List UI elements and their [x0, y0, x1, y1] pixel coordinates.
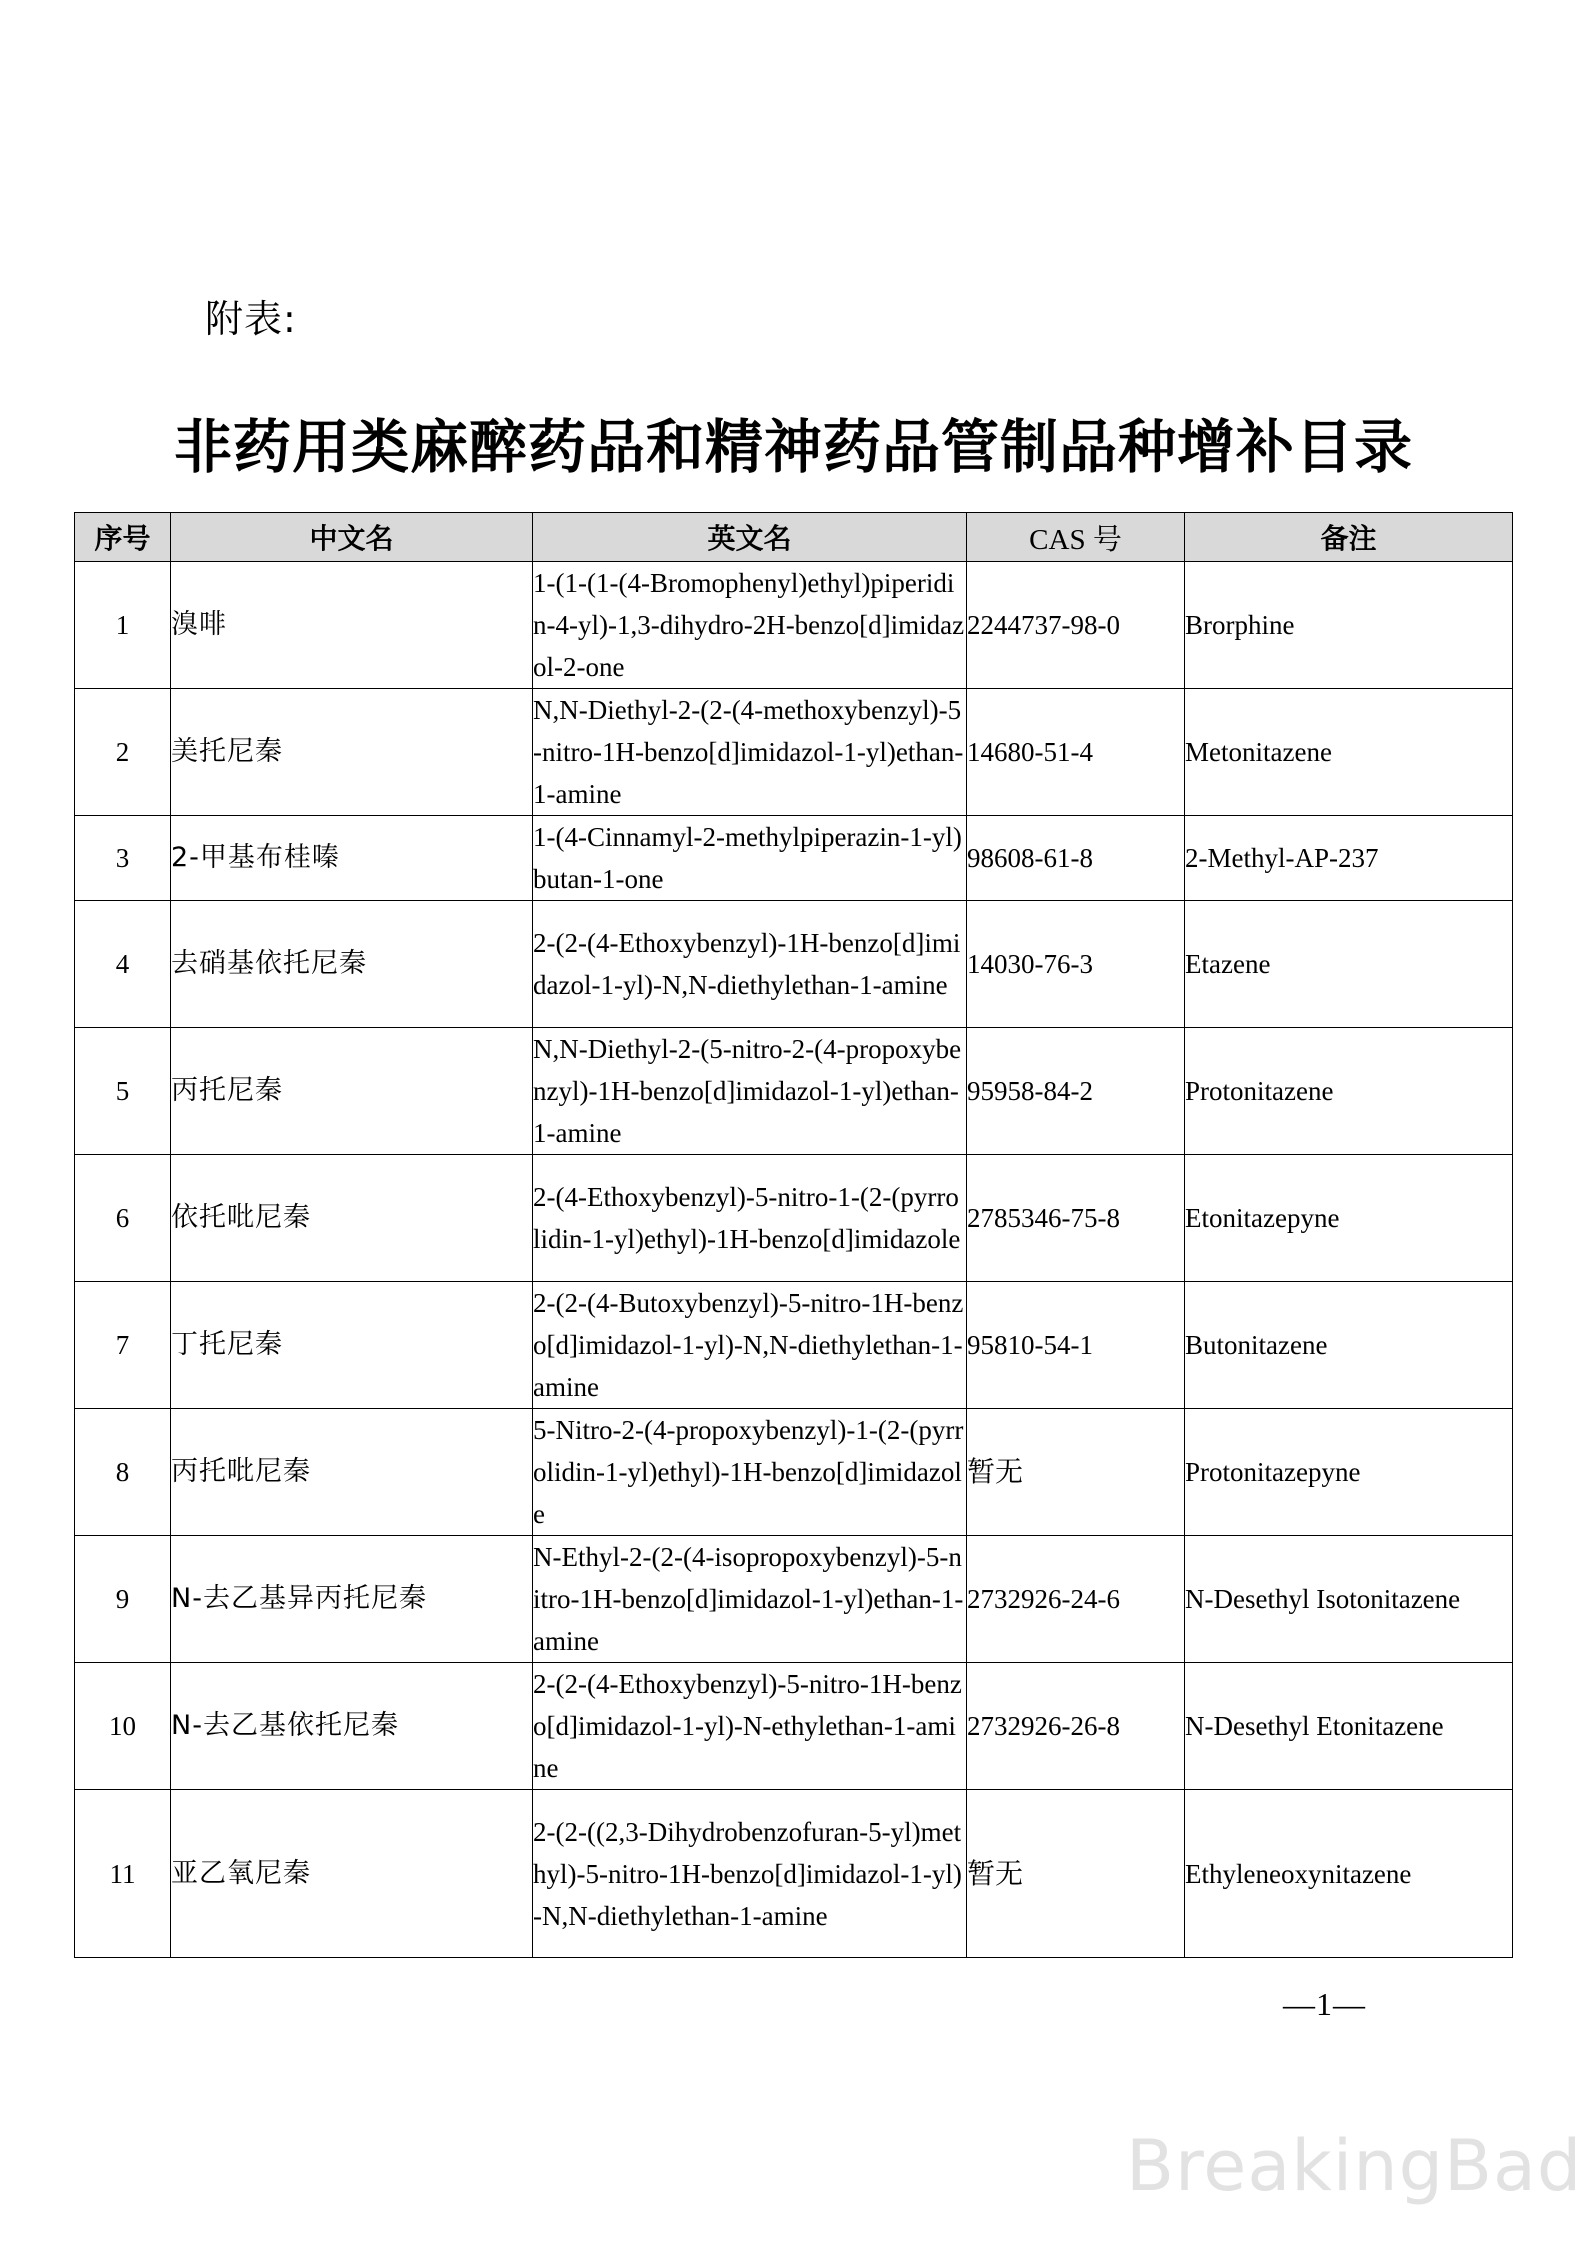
table-row — [75, 1155, 1513, 1282]
cas-number-cell: 2785346-75-8 — [967, 1155, 1185, 1282]
cas-number-cell: 2732926-24-6 — [967, 1536, 1185, 1663]
english-name-cell: 2-(2-(4-Butoxybenzyl)-5-nitro-1H-benzo[d]imidazol-1-yl)-N,N-diethylethan-1-amine — [533, 1282, 967, 1409]
english-name-cell: 5-Nitro-2-(4-propoxybenzyl)-1-(2-(pyrrolidin-1-yl)ethyl)-1H-benzo[d]imidazole — [533, 1409, 967, 1536]
chinese-name-cell: 美托尼秦 — [171, 689, 533, 816]
table-row — [75, 901, 1513, 1028]
catalog-table — [74, 512, 1513, 1958]
cas-number-cell: 2732926-26-8 — [967, 1663, 1185, 1790]
remarks-cell: 2-Methyl-AP-237 — [1185, 816, 1513, 901]
serial-number-cell: 4 — [75, 901, 171, 1028]
serial-number-cell: 8 — [75, 1409, 171, 1536]
remarks-cell: Butonitazene — [1185, 1282, 1513, 1409]
table-row — [75, 1282, 1513, 1409]
remarks-cell: Etazene — [1185, 901, 1513, 1028]
english-name-cell: N-Ethyl-2-(2-(4-isopropoxybenzyl)-5-nitro-1H-benzo[d]imidazol-1-yl)ethan-1-amine — [533, 1536, 967, 1663]
english-name-cell: 2-(4-Ethoxybenzyl)-5-nitro-1-(2-(pyrrolidin-1-yl)ethyl)-1H-benzo[d]imidazole — [533, 1155, 967, 1282]
chinese-name-cell: 丁托尼秦 — [171, 1282, 533, 1409]
cas-number-cell: 2244737-98-0 — [967, 562, 1185, 689]
serial-number-cell: 6 — [75, 1155, 171, 1282]
header-cas-number: CAS 号 — [967, 513, 1185, 562]
watermark-text: BreakingBad — [1126, 2125, 1583, 2207]
english-name-cell: 1-(4-Cinnamyl-2-methylpiperazin-1-yl)butan-1-one — [533, 816, 967, 901]
remarks-cell: N-Desethyl Etonitazene — [1185, 1663, 1513, 1790]
english-name-cell: N,N-Diethyl-2-(5-nitro-2-(4-propoxybenzyl)-1H-benzo[d]imidazol-1-yl)ethan-1-amine — [533, 1028, 967, 1155]
serial-number-cell: 2 — [75, 689, 171, 816]
english-name-cell: 2-(2-((2,3-Dihydrobenzofuran-5-yl)methyl)-5-nitro-1H-benzo[d]imidazol-1-yl)-N,N-diethylethan-1-amine — [533, 1790, 967, 1958]
serial-number-cell: 1 — [75, 562, 171, 689]
serial-number-cell: 11 — [75, 1790, 171, 1958]
chinese-name-cell: N-去乙基异丙托尼秦 — [171, 1536, 533, 1663]
cas-number-cell: 14030-76-3 — [967, 901, 1185, 1028]
header-serial-number: 序号 — [75, 513, 171, 562]
table-row — [75, 562, 1513, 689]
remarks-cell: N-Desethyl Isotonitazene — [1185, 1536, 1513, 1663]
serial-number-cell: 5 — [75, 1028, 171, 1155]
header-chinese-name: 中文名 — [171, 513, 533, 562]
cas-number-cell: 暂无 — [967, 1409, 1185, 1536]
table-row — [75, 689, 1513, 816]
english-name-cell: N,N-Diethyl-2-(2-(4-methoxybenzyl)-5-nitro-1H-benzo[d]imidazol-1-yl)ethan-1-amine — [533, 689, 967, 816]
remarks-cell: Metonitazene — [1185, 689, 1513, 816]
table-row — [75, 1028, 1513, 1155]
page-number: —1— — [1283, 1986, 1366, 2022]
header-remarks: 备注 — [1185, 513, 1513, 562]
remarks-cell: Ethyleneoxynitazene — [1185, 1790, 1513, 1958]
chinese-name-cell: 去硝基依托尼秦 — [171, 901, 533, 1028]
serial-number-cell: 7 — [75, 1282, 171, 1409]
cas-number-cell: 95958-84-2 — [967, 1028, 1185, 1155]
serial-number-cell: 10 — [75, 1663, 171, 1790]
table-row — [75, 1663, 1513, 1790]
table-row — [75, 1409, 1513, 1536]
remarks-cell: Etonitazepyne — [1185, 1155, 1513, 1282]
cas-number-cell: 95810-54-1 — [967, 1282, 1185, 1409]
serial-number-cell: 9 — [75, 1536, 171, 1663]
remarks-cell: Protonitazene — [1185, 1028, 1513, 1155]
chinese-name-cell: 丙托吡尼秦 — [171, 1409, 533, 1536]
chinese-name-cell: 丙托尼秦 — [171, 1028, 533, 1155]
english-name-cell: 2-(2-(4-Ethoxybenzyl)-5-nitro-1H-benzo[d]imidazol-1-yl)-N-ethylethan-1-amine — [533, 1663, 967, 1790]
english-name-cell: 1-(1-(1-(4-Bromophenyl)ethyl)piperidin-4-yl)-1,3-dihydro-2H-benzo[d]imidazol-2-one — [533, 562, 967, 689]
chinese-name-cell: N-去乙基依托尼秦 — [171, 1663, 533, 1790]
chinese-name-cell: 溴啡 — [171, 562, 533, 689]
chinese-name-cell: 亚乙氧尼秦 — [171, 1790, 533, 1958]
table-row — [75, 816, 1513, 901]
remarks-cell: Protonitazepyne — [1185, 1409, 1513, 1536]
header-english-name: 英文名 — [533, 513, 967, 562]
remarks-cell: Brorphine — [1185, 562, 1513, 689]
watermark — [1112, 2122, 1583, 2210]
table-row — [75, 1790, 1513, 1958]
cas-number-cell: 暂无 — [967, 1790, 1185, 1958]
english-name-cell: 2-(2-(4-Ethoxybenzyl)-1H-benzo[d]imidazol-1-yl)-N,N-diethylethan-1-amine — [533, 901, 967, 1028]
document-title: 非药用类麻醉药品和精神药品管制品种增补目录 — [173, 413, 1413, 481]
cas-number-cell: 14680-51-4 — [967, 689, 1185, 816]
cas-number-cell: 98608-61-8 — [967, 816, 1185, 901]
chinese-name-cell: 依托吡尼秦 — [171, 1155, 533, 1282]
chinese-name-cell: 2-甲基布桂嗪 — [171, 816, 533, 901]
attachment-label: 附表: — [205, 297, 297, 341]
table-row — [75, 1536, 1513, 1663]
serial-number-cell: 3 — [75, 816, 171, 901]
table-header-row — [75, 513, 1513, 562]
